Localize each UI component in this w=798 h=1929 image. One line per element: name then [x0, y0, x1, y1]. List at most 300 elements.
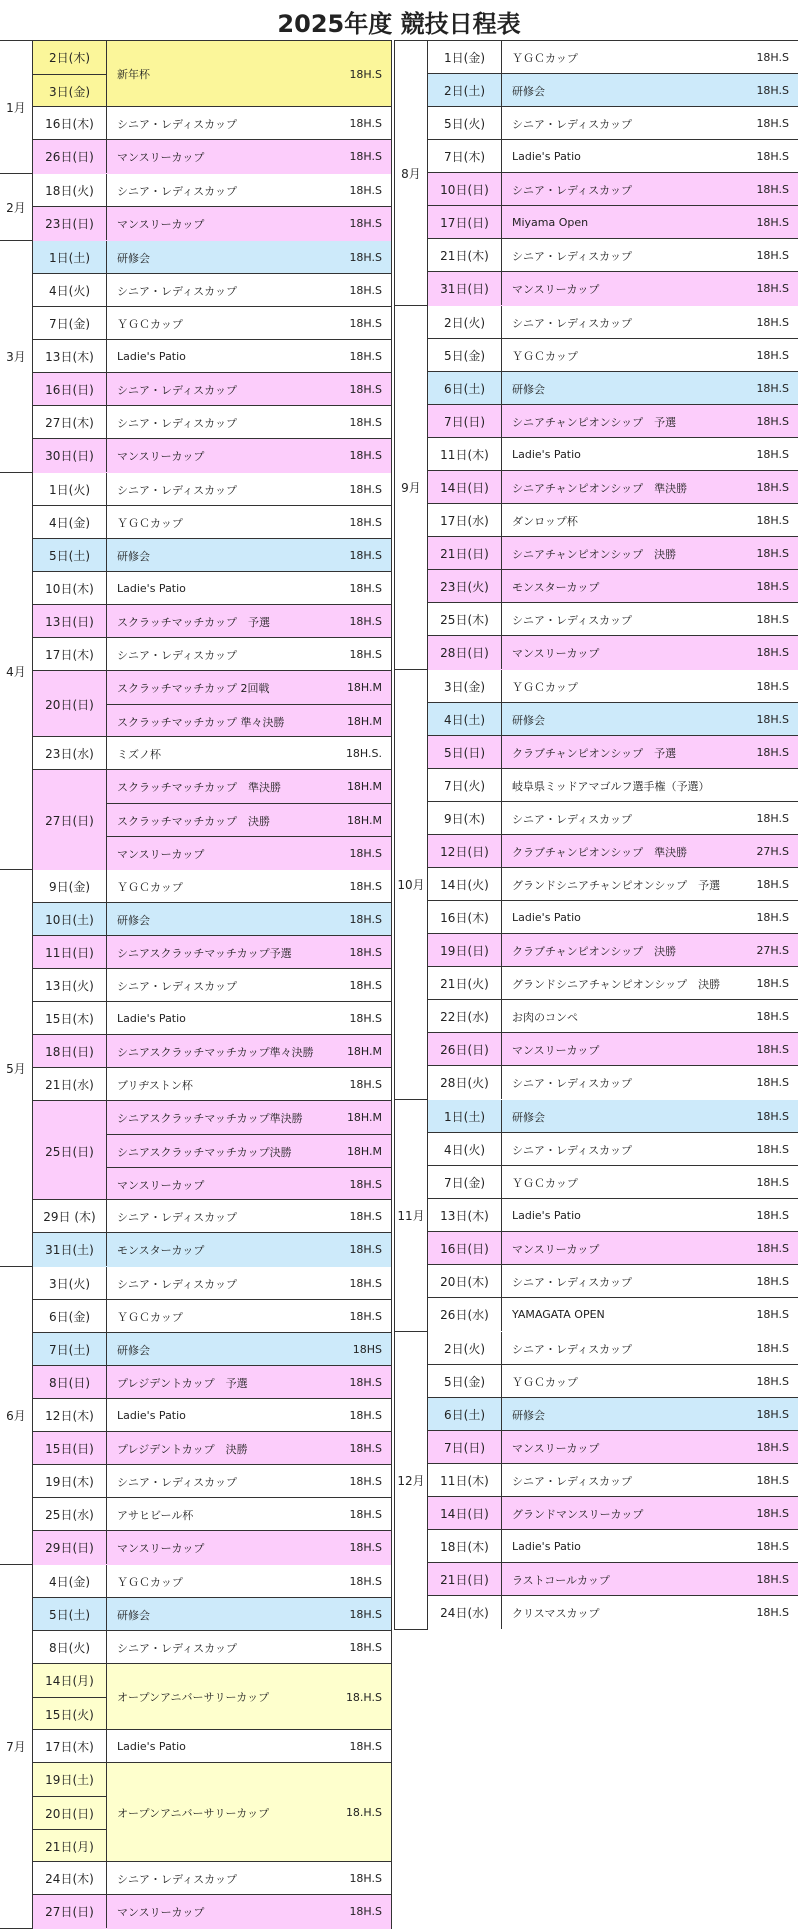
event-line — [107, 1200, 391, 1233]
event-name: ダンロップ杯 — [512, 514, 578, 528]
schedule-entry — [428, 1231, 798, 1266]
schedule-entry — [33, 1663, 391, 1731]
event-line — [502, 1133, 798, 1166]
event-line — [502, 1232, 798, 1265]
event-line — [502, 570, 798, 603]
event-name: オープンアニバーサリーカップ — [117, 1691, 270, 1704]
date-cell: 16日(木) — [428, 901, 502, 934]
event-name: シニア・レディスカップ — [512, 249, 633, 263]
date-cell: 5日(土) — [33, 539, 107, 572]
event-holes: 18H.S — [349, 1905, 382, 1918]
date-cell: 7日(金) — [33, 307, 107, 340]
event-name: シニア・レディスカップ — [512, 1143, 633, 1157]
event-name: Ladie's Patio — [117, 1740, 186, 1753]
date-cell: 19日(木) — [33, 1465, 107, 1498]
event-line — [107, 903, 391, 936]
event-holes: 18H.S — [756, 84, 789, 97]
event-name: マンスリーカップ — [512, 1441, 600, 1455]
event-name: シニア・レディスカップ — [117, 416, 238, 430]
event-line — [107, 1730, 391, 1763]
event-line — [107, 836, 391, 870]
event-name: マンスリーカップ — [512, 646, 600, 660]
event-line — [502, 1066, 798, 1099]
event-line — [502, 1431, 798, 1464]
event-line — [107, 803, 391, 837]
event-name: グランドシニアチャンピオンシップ 予選 — [512, 878, 721, 892]
schedule-entry — [33, 1729, 391, 1764]
event-holes: 18H.S — [756, 613, 789, 626]
event-holes: 18H.S — [349, 1475, 382, 1488]
event-line — [502, 405, 798, 438]
event-name: シニア・レディスカップ — [512, 117, 633, 131]
event-holes: 18H.S — [756, 977, 789, 990]
date-cell: 1日(金) — [428, 41, 502, 74]
month-label: 12月 — [395, 1332, 428, 1629]
date-cell: 9日(木) — [428, 802, 502, 835]
event-line — [502, 670, 798, 703]
date-cell: 12日(日) — [428, 835, 502, 868]
schedule-entry — [33, 1565, 391, 1598]
month-label: 5月 — [0, 870, 33, 1266]
event-holes: 18H.S — [349, 1310, 382, 1323]
event-line — [502, 537, 798, 570]
event-line — [502, 769, 798, 802]
date-cell: 13日(木) — [33, 340, 107, 373]
event-name: シニア・レディスカップ — [512, 613, 633, 627]
date-cell: 18日(木) — [428, 1530, 502, 1563]
event-name: 研修会 — [117, 1608, 150, 1622]
event-holes: 18H.S — [349, 284, 382, 297]
date-cell: 26日(水) — [428, 1298, 502, 1331]
event-holes: 18H.S — [756, 580, 789, 593]
event-holes: 18H.S — [756, 1242, 789, 1255]
event-line — [502, 140, 798, 173]
event-line — [502, 603, 798, 636]
event-line — [502, 173, 798, 206]
date-cell: 11日(木) — [428, 1464, 502, 1497]
event-name: シニアチャンピオンシップ 予選 — [512, 415, 677, 429]
event-line — [107, 107, 391, 140]
date-cell: 23日(水) — [33, 737, 107, 770]
event-line — [107, 1300, 391, 1333]
event-name: マンスリーカップ — [512, 282, 600, 296]
date-cell: 31日(土) — [33, 1233, 107, 1266]
event-name: シニア・レディスカップ — [512, 183, 633, 197]
event-holes: 18H.S — [756, 382, 789, 395]
schedule-entry — [33, 1199, 391, 1234]
date-cell: 27日(日) — [33, 770, 107, 870]
schedule-entry — [428, 1397, 798, 1432]
date-cell: 2日(木) — [33, 41, 107, 74]
event-line — [502, 1563, 798, 1596]
date-cell: 4日(火) — [33, 274, 107, 307]
date-cell: 16日(日) — [428, 1232, 502, 1265]
event-holes: 18H.S — [349, 317, 382, 330]
event-line — [107, 1763, 391, 1862]
event-name: プレジデントカップ 決勝 — [117, 1442, 248, 1456]
month-label: 11月 — [395, 1100, 428, 1331]
event-line — [107, 1895, 391, 1928]
event-line — [502, 934, 798, 967]
event-line — [502, 306, 798, 339]
event-name: Ladie's Patio — [117, 1409, 186, 1422]
event-line — [107, 770, 391, 803]
event-line — [107, 704, 391, 738]
schedule-entry — [428, 1595, 798, 1630]
event-line — [502, 1000, 798, 1033]
schedule-entry — [428, 768, 798, 803]
event-line — [107, 406, 391, 439]
event-line — [107, 307, 391, 340]
date-cell: 10日(日) — [428, 173, 502, 206]
event-holes: 18H.S — [756, 415, 789, 428]
event-holes: 18H.S — [349, 946, 382, 959]
schedule-entry — [428, 1032, 798, 1067]
month-label: 9月 — [395, 306, 428, 669]
schedule-entry — [33, 206, 391, 241]
event-name: クリスマスカップ — [512, 1606, 600, 1620]
event-holes: 18H.S — [756, 51, 789, 64]
event-holes: 18H.S — [756, 349, 789, 362]
event-holes: 18H.S — [349, 416, 382, 429]
event-holes: 18H.S — [756, 1507, 789, 1520]
event-name: シニア・レディスカップ — [512, 1076, 633, 1090]
event-name: Ladie's Patio — [512, 911, 581, 924]
event-name: ブリヂストン杯 — [117, 1078, 193, 1092]
event-line — [107, 207, 391, 240]
date-cell: 27日(日) — [33, 1895, 107, 1928]
event-holes: 18H.S — [756, 1176, 789, 1189]
date-cell: 17日(日) — [428, 206, 502, 239]
event-holes: 18H.S — [349, 251, 382, 264]
event-holes: 18H.S — [756, 878, 789, 891]
schedule-entry — [33, 1431, 391, 1466]
date-cell: 19日(土) — [33, 1763, 107, 1796]
event-name: マンスリーカップ — [117, 150, 205, 164]
event-name: クラブチャンピオンシップ 予選 — [512, 746, 677, 760]
schedule-entry — [428, 306, 798, 339]
event-holes: 18H.S — [756, 514, 789, 527]
event-holes: 18H.S — [349, 217, 382, 230]
event-name: マンスリーカップ — [117, 1178, 205, 1192]
schedule-entry — [428, 1198, 798, 1233]
event-name: シニア・レディスカップ — [512, 812, 633, 826]
event-holes: 18H.M — [346, 681, 382, 694]
event-holes: 18H.M — [346, 814, 382, 827]
schedule-entry — [428, 702, 798, 737]
event-name: グランドシニアチャンピオンシップ 決勝 — [512, 977, 721, 991]
event-line — [107, 1068, 391, 1101]
event-holes: 27H.S — [756, 944, 789, 957]
date-cell: 29日(日) — [33, 1531, 107, 1564]
event-line — [107, 572, 391, 605]
month-label: 8月 — [395, 41, 428, 305]
event-line — [107, 41, 391, 107]
event-line — [107, 340, 391, 373]
event-name: シニア・レディスカップ — [512, 1474, 633, 1488]
event-line — [107, 671, 391, 704]
date-cell: 14日(日) — [428, 471, 502, 504]
date-cell: 7日(木) — [428, 140, 502, 173]
event-line — [107, 1862, 391, 1895]
event-line — [107, 1432, 391, 1465]
event-holes: 18H.S — [756, 1573, 789, 1586]
date-cell: 31日(日) — [428, 272, 502, 305]
event-name: シニアスクラッチマッチカップ準々決勝 — [117, 1045, 314, 1059]
date-cell: 20日(木) — [428, 1265, 502, 1298]
event-holes: 18H.S — [349, 1409, 382, 1422]
event-line — [107, 473, 391, 506]
event-name: シニア・レディスカップ — [117, 979, 238, 993]
event-line — [502, 272, 798, 305]
event-holes: 18H.S — [349, 1740, 382, 1753]
event-line — [502, 372, 798, 405]
event-holes: 18H.S — [756, 1408, 789, 1421]
event-name: シニア・レディスカップ — [512, 1342, 633, 1356]
schedule-entry — [33, 438, 391, 473]
event-holes: 18H.S — [349, 549, 382, 562]
event-holes: 18H.S — [349, 383, 382, 396]
schedule-entry — [428, 338, 798, 373]
event-holes: 18.H.S — [345, 1806, 382, 1819]
event-line — [107, 241, 391, 274]
date-cell: 1日(火) — [33, 473, 107, 506]
month-block — [395, 1332, 798, 1630]
date-cell: 21日(木) — [428, 239, 502, 272]
date-cell: 17日(木) — [33, 1730, 107, 1763]
date-cell: 5日(金) — [428, 339, 502, 372]
event-name: シニアスクラッチマッチカップ決勝 — [117, 1145, 292, 1159]
event-holes: 18H.S — [349, 67, 382, 81]
schedule-entry — [428, 371, 798, 406]
event-line — [107, 1565, 391, 1598]
event-line — [502, 703, 798, 736]
event-name: シニア・レディスカップ — [117, 648, 238, 662]
event-holes: 18H.S — [756, 1540, 789, 1553]
event-name: Ladie's Patio — [117, 582, 186, 595]
schedule-entry — [428, 1463, 798, 1498]
event-name: シニア・レディスカップ — [117, 1872, 238, 1886]
event-holes: 18H.S — [349, 979, 382, 992]
date-cell: 2日(火) — [428, 1332, 502, 1365]
date-cell: 13日(火) — [33, 969, 107, 1002]
schedule-entry — [428, 238, 798, 273]
date-cell: 14日(火) — [428, 868, 502, 901]
event-line — [502, 901, 798, 934]
event-holes: 18H.S — [349, 449, 382, 462]
event-holes: 18H.S — [349, 1178, 382, 1191]
event-name: ＹＧＣカップ — [512, 349, 578, 363]
event-name: ＹＧＣカップ — [117, 1575, 183, 1589]
schedule-entry — [33, 1332, 391, 1367]
schedule-entry — [33, 372, 391, 407]
event-holes: 18H.S — [756, 150, 789, 163]
schedule-entry — [428, 966, 798, 1001]
event-holes: 18H.S — [756, 316, 789, 329]
event-name: ミズノ杯 — [117, 747, 161, 761]
schedule-entry — [428, 1264, 798, 1299]
schedule-entry — [428, 172, 798, 207]
schedule-entry — [33, 505, 391, 540]
event-name: アサヒビール杯 — [117, 1508, 194, 1522]
date-cell: 8日(火) — [33, 1631, 107, 1664]
event-name: クラブチャンピオンシップ 準決勝 — [512, 845, 688, 859]
schedule-entry — [33, 637, 391, 672]
event-holes: 18H.S — [756, 746, 789, 759]
event-name: 研修会 — [512, 382, 545, 396]
event-name: Ladie's Patio — [512, 448, 581, 461]
date-cell: 24日(水) — [428, 1596, 502, 1629]
event-name: オープンアニバーサリーカップ — [117, 1806, 270, 1820]
event-line — [502, 1464, 798, 1497]
month-block — [0, 174, 391, 241]
event-line — [107, 1167, 391, 1201]
date-cell: 5日(金) — [428, 1365, 502, 1398]
event-holes: 18H.S — [756, 1010, 789, 1023]
schedule-entry — [428, 1562, 798, 1597]
month-block — [395, 41, 798, 306]
date-cell: 20日(日) — [33, 671, 107, 738]
event-name: シニアスクラッチマッチカップ予選 — [117, 946, 292, 960]
event-name: モンスターカップ — [512, 580, 600, 594]
schedule-entry — [33, 968, 391, 1003]
schedule-entry — [33, 1001, 391, 1036]
event-line — [107, 1531, 391, 1564]
schedule-entry — [33, 769, 391, 870]
event-name: 研修会 — [512, 84, 545, 98]
schedule-entry — [428, 1297, 798, 1332]
event-holes: 18H.S — [349, 582, 382, 595]
event-holes: 18H.S — [756, 216, 789, 229]
schedule-entry — [33, 1597, 391, 1632]
event-name: マンスリーカップ — [117, 217, 205, 231]
schedule-entry — [33, 571, 391, 606]
event-name: マンスリーカップ — [512, 1242, 600, 1256]
month-label: 6月 — [0, 1267, 33, 1564]
schedule-entry — [33, 736, 391, 771]
date-cell: 4日(土) — [428, 703, 502, 736]
event-holes: 18H.S — [349, 1442, 382, 1455]
event-holes: 18HS — [352, 1343, 382, 1356]
event-holes: 18H.S — [756, 1110, 789, 1123]
event-holes: 18H.S — [756, 1275, 789, 1288]
schedule-entry — [428, 470, 798, 505]
event-name: シニア・レディスカップ — [117, 383, 238, 397]
event-name: シニア・レディスカップ — [117, 1641, 238, 1655]
event-name: マンスリーカップ — [117, 1541, 205, 1555]
date-cell: 25日(木) — [428, 603, 502, 636]
schedule-column-right — [394, 40, 798, 1630]
date-cell: 21日(日) — [428, 537, 502, 570]
schedule-entry — [33, 306, 391, 341]
event-holes: 18H.S — [349, 1608, 382, 1621]
event-name: 研修会 — [117, 549, 150, 563]
date-cell: 1日(土) — [33, 241, 107, 274]
page-title: 2025年度 競技日程表 — [277, 10, 521, 38]
date-cell: 27日(木) — [33, 406, 107, 439]
date-cell: 16日(木) — [33, 107, 107, 140]
event-holes: 18H.S — [349, 880, 382, 893]
event-holes: 18H.S — [349, 1575, 382, 1588]
schedule-entry — [428, 1132, 798, 1167]
event-name: マンスリーカップ — [512, 1043, 600, 1057]
event-name: スクラッチマッチカップ 決勝 — [117, 814, 271, 828]
schedule-entry — [428, 801, 798, 836]
event-holes: 18H.S — [349, 516, 382, 529]
event-line — [107, 1333, 391, 1366]
date-cell: 9日(金) — [33, 870, 107, 903]
event-line — [107, 539, 391, 572]
event-line — [502, 206, 798, 239]
event-holes: 18H.S — [756, 448, 789, 461]
month-label: 1月 — [0, 41, 33, 173]
event-name: お肉のコンペ — [512, 1010, 578, 1024]
event-holes: 18H.S — [349, 150, 382, 163]
event-holes: 18H.S. — [345, 747, 382, 760]
month-block — [395, 306, 798, 670]
date-cell: 7日(日) — [428, 1431, 502, 1464]
date-cell: 29日 (木) — [33, 1200, 107, 1233]
event-line — [502, 1332, 798, 1365]
event-line — [107, 1598, 391, 1631]
event-line — [502, 1497, 798, 1530]
event-name: シニア・レディスカップ — [117, 184, 238, 198]
event-line — [107, 1134, 391, 1168]
date-cell: 24日(木) — [33, 1862, 107, 1895]
event-line — [107, 1664, 391, 1730]
event-name: スクラッチマッチカップ 準々決勝 — [117, 715, 285, 729]
event-name: シニア・レディスカップ — [117, 483, 238, 497]
schedule-entry — [33, 339, 391, 374]
event-line — [107, 174, 391, 207]
schedule-entry — [428, 1430, 798, 1465]
schedule-entry — [33, 1861, 391, 1896]
event-name: シニアスクラッチマッチカップ準決勝 — [117, 1111, 303, 1125]
date-cell: 25日(日) — [33, 1101, 107, 1201]
event-holes: 18H.S — [349, 1277, 382, 1290]
event-line — [502, 1100, 798, 1133]
schedule-entry — [33, 935, 391, 970]
schedule-entry — [33, 870, 391, 903]
event-holes: 18H.S — [756, 1375, 789, 1388]
schedule-entry — [33, 538, 391, 573]
schedule-entry — [428, 569, 798, 604]
event-holes: 18H.S — [756, 812, 789, 825]
event-holes: 18H.S — [349, 648, 382, 661]
event-name: シニアチャンピオンシップ 決勝 — [512, 547, 677, 561]
date-cell: 22日(水) — [428, 1000, 502, 1033]
event-line — [107, 737, 391, 770]
schedule-entry — [428, 602, 798, 637]
date-cell: 5日(土) — [33, 1598, 107, 1631]
event-name: 研修会 — [117, 913, 150, 927]
event-name: 新年杯 — [117, 68, 150, 81]
date-cell: 10日(木) — [33, 572, 107, 605]
schedule-entry — [428, 503, 798, 538]
event-holes: 18H.S — [756, 646, 789, 659]
event-holes: 18H.S — [756, 117, 789, 130]
schedule-entry — [33, 106, 391, 141]
date-cell: 14日(日) — [428, 1497, 502, 1530]
date-cell: 14日(月) — [33, 1664, 107, 1697]
date-cell: 11日(日) — [33, 936, 107, 969]
date-cell: 6日(金) — [33, 1300, 107, 1333]
event-holes: 18H.S — [756, 713, 789, 726]
date-cell: 2日(土) — [428, 74, 502, 107]
event-line — [502, 1596, 798, 1629]
schedule-entry — [428, 900, 798, 935]
schedule-entry — [428, 1332, 798, 1365]
